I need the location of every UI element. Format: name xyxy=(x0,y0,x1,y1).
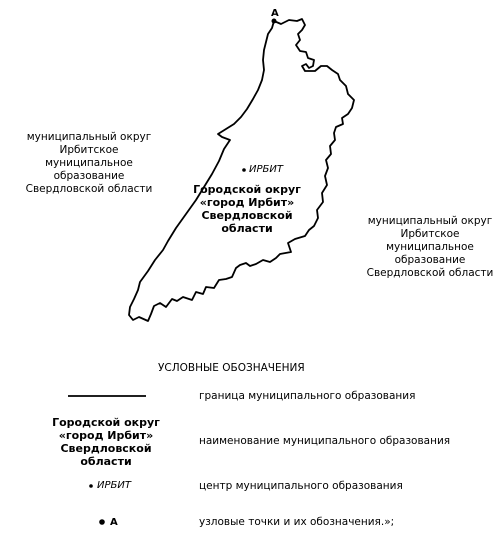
legend-point-desc: узловые точки и их обозначения.»; xyxy=(199,516,395,528)
node-point-label: А xyxy=(271,8,279,19)
legend-point-sample: А xyxy=(110,517,118,528)
legend-center-dot xyxy=(89,484,93,488)
legend-boundary-desc: граница муниципального образования xyxy=(199,390,416,402)
legend-node-dot xyxy=(99,519,105,525)
neighbor-right-label: муниципальный округ Ирбитское муниципальное образование Свердловской области xyxy=(366,215,494,279)
center-name-label: ИРБИТ xyxy=(249,164,283,175)
legend-name-sample: Городской округ «город Ирбит» Свердловской области xyxy=(52,416,160,468)
district-name-label: Городской округ «город Ирбит» Свердловской области xyxy=(193,183,301,235)
legend-name-desc: наименование муниципального образования xyxy=(199,435,451,447)
center-dot xyxy=(242,168,246,172)
legend-center-sample: ИРБИТ xyxy=(97,480,131,491)
neighbor-left-label: муниципальный округ Ирбитское муниципальное образование Свердловской области xyxy=(25,131,153,195)
legend-title: УСЛОВНЫЕ ОБОЗНАЧЕНИЯ xyxy=(158,362,305,374)
legend-center-desc: центр муниципального образования xyxy=(199,480,403,492)
